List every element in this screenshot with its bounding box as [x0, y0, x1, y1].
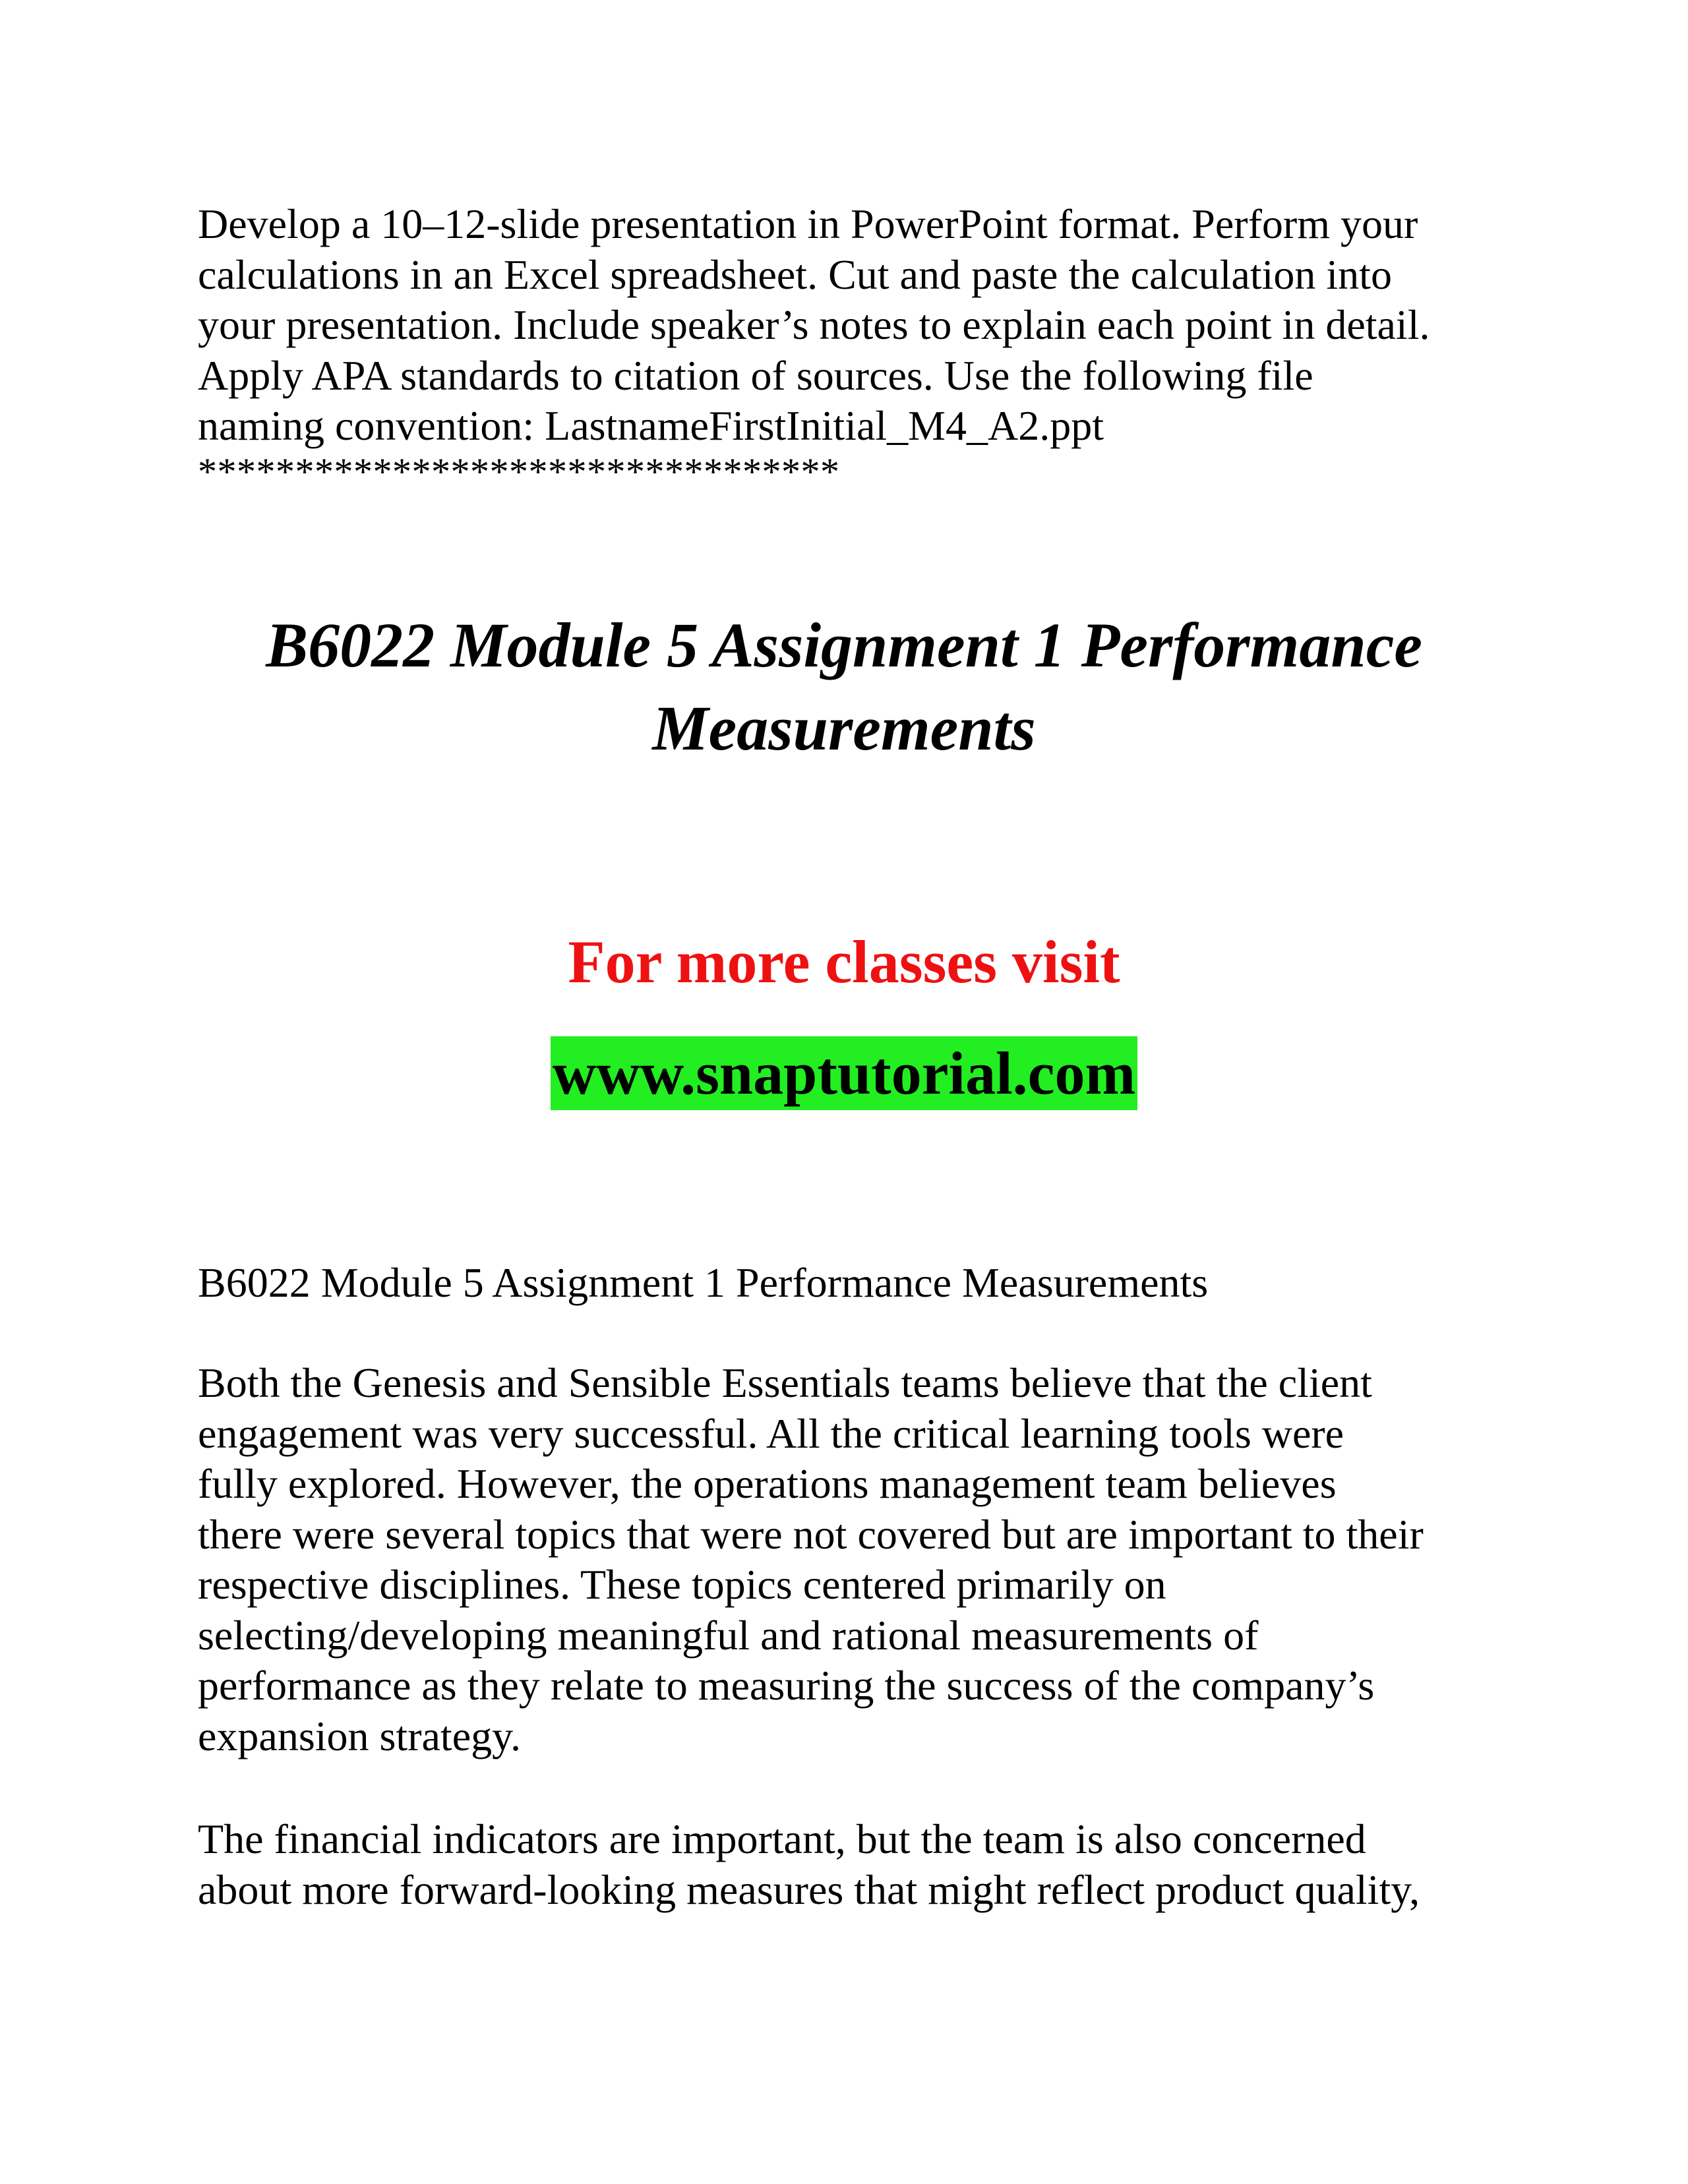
intro-paragraph	[198, 199, 1517, 492]
paragraph-line: there were several topics that were not covered but are important to their	[198, 1510, 1424, 1558]
paragraph-line: respective disciplines. These topics centered primarily on	[198, 1561, 1166, 1608]
paragraph-line: about more forward-looking measures that might reflect product quality,	[198, 1866, 1420, 1913]
paragraph-line: selecting/developing meaningful and rational measurements of	[198, 1611, 1259, 1659]
intro-line: Apply APA standards to citation of sources. Use the following file	[198, 351, 1313, 399]
promo-link[interactable]: www.snaptutorial.com	[551, 1036, 1137, 1110]
paragraph-line: expansion strategy.	[198, 1712, 521, 1759]
intro-line: your presentation. Include speaker’s notes to explain each point in detail.	[198, 301, 1430, 348]
promo-text: For more classes visit	[568, 928, 1120, 995]
section-heading	[198, 1258, 1517, 1309]
title-line-2: Measurements	[652, 693, 1036, 763]
intro-line: Develop a 10–12-slide presentation in PowerPoint format. Perform your	[198, 200, 1418, 247]
promo-link-wrapper	[0, 1036, 1688, 1110]
asterisk-separator: *********************************	[198, 450, 840, 493]
paragraph-line: fully explored. However, the operations management team believes	[198, 1460, 1337, 1507]
paragraph-line: engagement was very successful. All the critical learning tools were	[198, 1409, 1344, 1457]
paragraph-line: The financial indicators are important, but the team is also concerned	[198, 1815, 1366, 1862]
section-heading-text: B6022 Module 5 Assignment 1 Performance Measurements	[198, 1259, 1209, 1306]
intro-line: naming convention: LastnameFirstInitial_M4_A2.ppt	[198, 402, 1104, 449]
body-paragraph-1	[198, 1358, 1517, 1761]
document-title	[0, 604, 1688, 770]
title-line-1: B6022 Module 5 Assignment 1 Performance	[266, 610, 1422, 680]
paragraph-line: Both the Genesis and Sensible Essentials teams believe that the client	[198, 1359, 1372, 1406]
intro-line: calculations in an Excel spreadsheet. Cut and paste the calculation into	[198, 251, 1392, 298]
body-paragraph-2	[198, 1814, 1517, 1915]
paragraph-line: performance as they relate to measuring the success of the company’s	[198, 1662, 1375, 1709]
